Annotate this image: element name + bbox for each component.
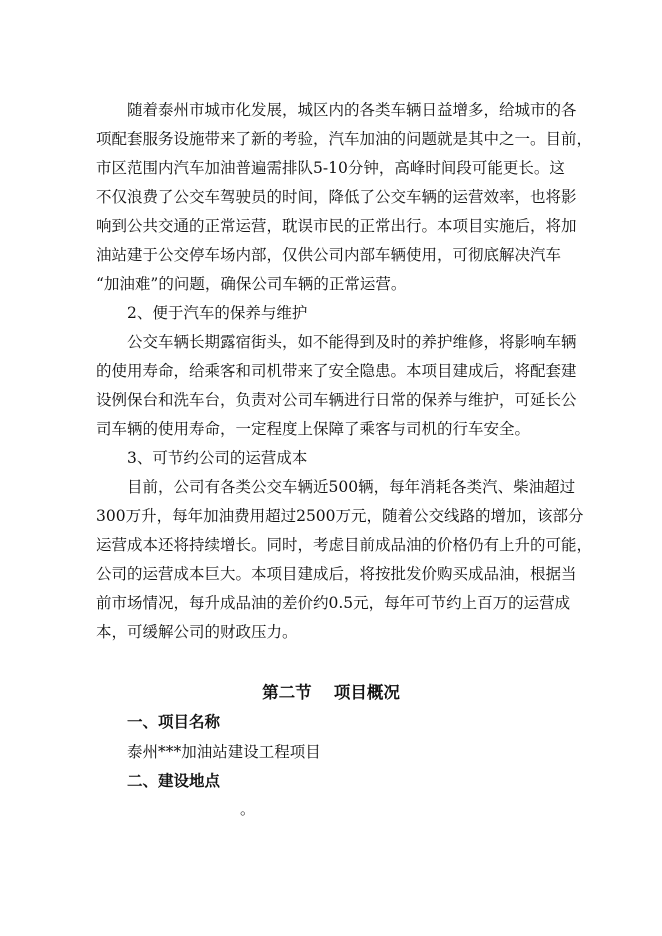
text-line: 油站建于公交停车场内部，仅供公司内部车辆使用，可彻底解决汽车	[96, 246, 562, 264]
item-heading-project-name: 一、项目名称	[127, 713, 221, 731]
location-value: 。	[240, 800, 256, 818]
text-line: 不仅浪费了公交车驾驶员的时间，降低了公交车辆的运营效率，也将影	[96, 188, 577, 206]
text-line: 前市场情况，每升成品油的差价约0.5元，每年可节约上百万的运营成	[96, 594, 571, 612]
text-line: 运营成本还将持续增长。同时，考虑目前成品油的价格仍有上升的可能，	[96, 536, 593, 554]
text-line: 项配套服务设施带来了新的考验，汽车加油的问题就是其中之一。目前，	[96, 130, 593, 148]
text-line: 本，可缓解公司的财政压力。	[96, 623, 298, 641]
text-line: 司车辆的使用寿命，一定程度上保障了乘客与司机的行车安全。	[96, 420, 531, 438]
text-line: 公司的运营成本巨大。本项目建成后，将按批发价购买成品油，根据当	[96, 565, 577, 583]
text-line: 响到公共交通的正常运营，耽误市民的正常出行。本项目实施后，将加	[96, 217, 577, 235]
paragraph-maintenance	[96, 328, 582, 444]
text-line: “加油难”的问题，确保公司车辆的正常运营。	[96, 275, 407, 293]
text-line: 随着泰州市城市化发展，城区内的各类车辆日益增多，给城市的各	[127, 101, 577, 119]
text-line: 公交车辆长期露宿街头，如不能得到及时的养护维修，将影响车辆	[127, 333, 577, 351]
subheading-maintenance: 2、便于汽车的保养与维护	[127, 304, 308, 322]
text-line: 市区范围内汽车加油普遍需排队5-10分钟，高峰时间段可能更长。这	[96, 159, 565, 177]
text-line: 目前，公司有各类公交车辆近500辆，每年消耗各类汽、柴油超过	[127, 478, 576, 496]
item-heading-location: 二、建设地点	[127, 772, 221, 790]
text-line: 300万升，每年加油费用超过2500万元，随着公交线路的增加，该部分	[96, 507, 584, 525]
paragraph-cost-saving	[96, 473, 593, 647]
section-title: 第二节 项目概况	[262, 683, 400, 702]
subheading-cost-saving: 3、可节约公司的运营成本	[127, 449, 308, 467]
text-line: 的使用寿命，给乘客和司机带来了安全隐患。本项目建成后，将配套建	[96, 362, 577, 380]
paragraph-urban-refueling	[96, 96, 593, 299]
text-line: 设例保台和洗车台，负责对公司车辆进行日常的保养与维护，可延长公	[96, 391, 577, 409]
project-name-value: 泰州***加油站建设工程项目	[127, 743, 321, 761]
